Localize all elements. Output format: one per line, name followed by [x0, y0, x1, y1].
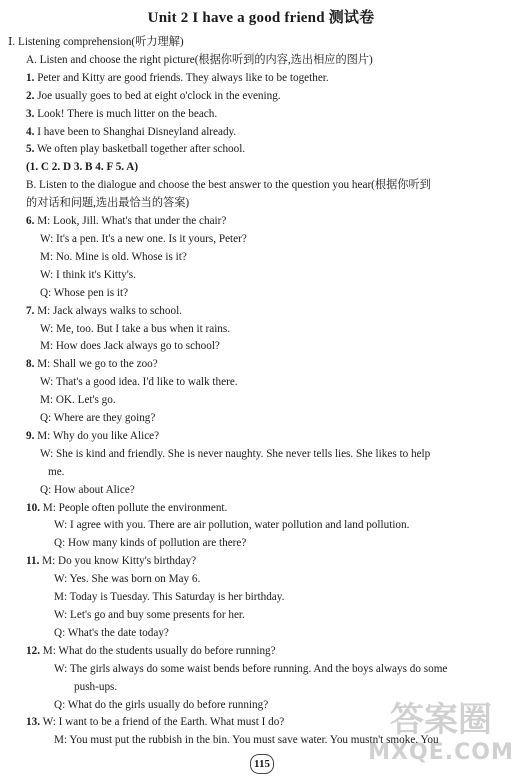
text-line	[8, 267, 514, 285]
line-text: Peter and Kitty are good friends. They always like to be together.	[34, 71, 329, 84]
text-line	[8, 571, 514, 589]
line-text: M: What do the students usually do before running?	[39, 644, 276, 657]
text-line	[8, 661, 514, 679]
text-line	[8, 70, 514, 88]
line-text: Q: What do the girls usually do before running?	[54, 698, 269, 711]
text-line	[8, 535, 514, 553]
line-text: M: No. Mine is old. Whose is it?	[40, 250, 187, 263]
text-line	[8, 607, 514, 625]
text-line	[8, 500, 514, 518]
line-text: Look! There is much litter on the beach.	[34, 107, 218, 120]
text-line	[8, 338, 514, 356]
text-line	[8, 303, 514, 321]
page-title: Unit 2 I have a good friend 测试卷	[147, 10, 375, 26]
line-text: M: Do you know Kitty's birthday?	[39, 555, 197, 568]
text-line	[8, 249, 514, 267]
text-line	[8, 464, 514, 482]
question-number: 13.	[26, 716, 40, 729]
line-text: W: I want to be a friend of the Earth. What must I do?	[39, 716, 285, 729]
text-line	[8, 374, 514, 392]
question-number: 11.	[26, 555, 40, 568]
text-line	[8, 159, 514, 177]
question-number: 9.	[26, 429, 35, 442]
line-text: W: It's a pen. It's a new one. Is it yours, Peter?	[40, 232, 247, 245]
line-text: M: OK. Let's go.	[40, 394, 116, 407]
text-line	[8, 625, 514, 643]
text-line	[8, 321, 514, 339]
text-line	[8, 34, 514, 52]
line-text: Ⅰ. Listening comprehension(听力理解)	[8, 36, 184, 48]
page-number: 115	[250, 754, 274, 774]
line-text: W: Let's go and buy some presents for her.	[54, 609, 245, 621]
text-line	[8, 679, 514, 697]
line-text: W: That's a good idea. I'd like to walk there.	[40, 376, 238, 389]
text-line	[8, 589, 514, 607]
text-line	[8, 410, 514, 428]
line-text: 的对话和问题,选出最恰当的答案)	[26, 197, 190, 210]
line-text: M: Jack always walks to school.	[34, 304, 182, 317]
line-text: M: Why do you like Alice?	[34, 429, 160, 442]
question-number: 6.	[26, 215, 35, 228]
text-line	[8, 553, 514, 571]
text-line	[8, 285, 514, 303]
text-line	[8, 141, 514, 159]
question-number: 12.	[26, 644, 40, 657]
text-line	[8, 482, 514, 500]
text-line	[8, 195, 514, 213]
question-number: 2.	[26, 89, 35, 102]
line-text: (1. C 2. D 3. B 4. F 5. A)	[26, 161, 139, 174]
line-text: M: How does Jack always go to school?	[40, 340, 220, 353]
text-line	[8, 213, 514, 231]
line-text: A. Listen and choose the right picture(根据你听到的内容,选出相应的图片)	[26, 53, 373, 66]
watermark-text-top: 答案圈	[390, 700, 492, 740]
document-body	[8, 34, 514, 750]
text-line	[8, 356, 514, 374]
line-text: M: Today is Tuesday. This Saturday is her birthday.	[54, 591, 285, 604]
text-line	[8, 643, 514, 661]
line-text: W: Yes. She was born on May 6.	[54, 573, 201, 586]
line-text: We often play basketball together after school.	[34, 143, 246, 156]
question-number: 8.	[26, 358, 35, 371]
line-text: Q: What's the date today?	[54, 626, 169, 639]
question-number: 7.	[26, 304, 35, 317]
line-text: me.	[48, 465, 65, 478]
line-text: W: Me, too. But I take a bus when it rains.	[40, 322, 231, 335]
question-number: 1.	[26, 71, 35, 84]
line-text: Q: Where are they going?	[40, 412, 156, 425]
line-text: W: I think it's Kitty's.	[40, 268, 136, 281]
question-number: 10.	[26, 501, 40, 514]
line-text: Q: How about Alice?	[40, 483, 135, 496]
line-text: M: People often pollute the environment.	[39, 501, 228, 514]
line-text: W: I agree with you. There are air pollution, water pollution and land pollution.	[54, 519, 410, 532]
line-text: W: The girls always do some waist bends before running. And the boys always do some	[54, 662, 448, 675]
line-text: I have been to Shanghai Disneyland already.	[34, 125, 237, 138]
text-line	[8, 231, 514, 249]
line-text: B. Listen to the dialogue and choose the best answer to the question you hear(根据你听到	[26, 179, 431, 192]
text-line	[8, 177, 514, 195]
line-text: push-ups.	[74, 680, 118, 693]
text-line	[8, 428, 514, 446]
text-line	[8, 88, 514, 106]
line-text: Joe usually goes to bed at eight o'clock in the evening.	[34, 89, 281, 102]
line-text: M: Look, Jill. What's that under the chair?	[34, 215, 227, 228]
question-number: 4.	[26, 125, 35, 138]
question-number: 3.	[26, 107, 35, 120]
text-line	[8, 446, 514, 464]
line-text: M: You must put the rubbish in the bin. You must save water. You mustn't smoke. You	[54, 734, 439, 747]
watermark-logo	[366, 700, 516, 772]
line-text: Q: Whose pen is it?	[40, 286, 129, 299]
text-line	[8, 392, 514, 410]
line-text: Q: How many kinds of pollution are there?	[54, 537, 247, 550]
text-line	[8, 517, 514, 535]
question-number: 5.	[26, 143, 35, 156]
text-line	[8, 106, 514, 124]
line-text: M: Shall we go to the zoo?	[34, 358, 158, 371]
watermark-text-bottom: MXQE.COM	[368, 740, 514, 765]
text-line	[8, 124, 514, 142]
text-line	[8, 52, 514, 70]
line-text: W: She is kind and friendly. She is never naughty. She never tells lies. She likes to help	[40, 447, 431, 460]
